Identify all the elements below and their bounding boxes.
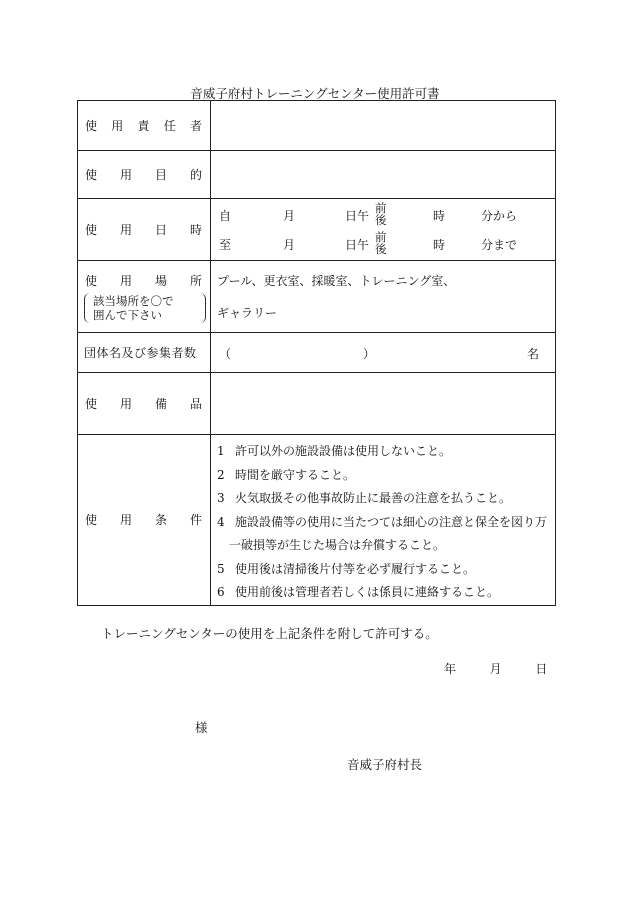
- datetime-label: [78, 199, 211, 261]
- place-note-line-2: 囲んで下さい: [93, 308, 162, 322]
- manager-label: [78, 101, 211, 151]
- label-char: 用: [119, 274, 132, 288]
- equipment-row: [78, 373, 556, 435]
- label-char: 任: [163, 119, 176, 133]
- month-label: 月: [283, 238, 296, 252]
- label-char: 件: [189, 513, 202, 528]
- condition-item: [217, 440, 551, 464]
- condition-text: 使用後は清掃後片付等を必ず履行すること。: [235, 561, 476, 576]
- conditions-list: [211, 435, 555, 605]
- permission-statement: トレーニングセンターの使用を上記条件を附して許可する。: [101, 626, 438, 641]
- conditions-label: [78, 435, 211, 606]
- label-char: 場: [154, 274, 167, 288]
- month-label: 月: [283, 209, 296, 223]
- group-open-paren: （: [219, 347, 232, 361]
- equipment-label: [78, 373, 211, 435]
- condition-item: [217, 464, 551, 488]
- datetime-from-line: [211, 202, 555, 226]
- place-instruction: [84, 293, 206, 323]
- to-suffix: 分まで: [481, 238, 518, 252]
- issuer-name: 音威子府村長: [347, 757, 423, 772]
- manager-field[interactable]: [211, 101, 556, 151]
- label-char: 用: [119, 397, 132, 411]
- conditions-list-cell: [211, 435, 556, 606]
- condition-number: 3: [217, 491, 225, 505]
- day-label: 日: [345, 238, 358, 252]
- ampm-choice: 前 後: [375, 230, 387, 256]
- condition-text: 時間を厳守すること。: [235, 467, 356, 482]
- condition-item: [217, 487, 551, 511]
- condition-text: 許可以外の施設設備は使用しないこと。: [235, 444, 452, 458]
- label-char: 用: [119, 513, 132, 528]
- label-char: 使: [85, 119, 98, 133]
- from-suffix: 分から: [481, 209, 518, 223]
- purpose-field[interactable]: [211, 151, 556, 199]
- label-char: 備: [154, 397, 167, 411]
- label-char: 使: [85, 397, 98, 411]
- condition-item: [217, 581, 551, 605]
- from-label: 自: [219, 209, 232, 223]
- label-char: 使: [85, 168, 98, 182]
- condition-text: 一破損等が生じた場合は弁償すること。: [229, 538, 446, 552]
- label-char: 者: [189, 119, 202, 133]
- manager-row: [78, 101, 556, 151]
- condition-number: 2: [217, 467, 225, 482]
- year-label: 年: [444, 662, 457, 676]
- label-char: 日: [154, 223, 167, 237]
- day-label: 日: [345, 209, 358, 223]
- place-options[interactable]: [211, 261, 556, 333]
- group-unit: 名: [527, 347, 540, 361]
- datetime-to-line: [211, 231, 555, 255]
- place-options-line-2[interactable]: ギャラリー: [217, 305, 278, 320]
- label-char: 用: [119, 168, 132, 182]
- group-label: [78, 333, 211, 373]
- label-char: 条: [154, 513, 167, 528]
- condition-text: 施設設備等の使用に当たつては細心の注意と保全を図り万: [235, 514, 548, 529]
- ampm-choice: 前 後: [375, 201, 387, 227]
- hour-label: 時: [433, 238, 446, 252]
- datetime-row: [78, 199, 556, 261]
- group-label-text: 団体名及び参集者数: [84, 346, 197, 360]
- condition-text: 火気取扱その他事故防止に最善の注意を払うこと。: [235, 491, 512, 505]
- group-close-paren: ）: [363, 347, 376, 361]
- label-char: 所: [189, 274, 202, 288]
- place-note-line-1: 該当場所を〇で: [93, 294, 174, 308]
- condition-item-continued: [217, 534, 551, 558]
- day-label: 日: [535, 662, 548, 676]
- label-char: 的: [189, 168, 202, 182]
- label-char: 品: [189, 397, 202, 411]
- ampm-label: 午: [357, 238, 370, 252]
- purpose-row: [78, 151, 556, 199]
- group-row: [78, 333, 556, 373]
- condition-number: 1: [217, 444, 225, 458]
- condition-item: [217, 511, 551, 535]
- hour-label: 時: [433, 209, 446, 223]
- ampm-label: 午: [357, 209, 370, 223]
- permit-form-table: [77, 100, 556, 606]
- label-char: 用: [111, 119, 124, 133]
- purpose-label: [78, 151, 211, 199]
- datetime-field[interactable]: [211, 199, 556, 261]
- label-char: 時: [189, 223, 202, 237]
- group-field[interactable]: [211, 333, 556, 373]
- condition-number: 5: [217, 561, 225, 576]
- to-label: 至: [219, 238, 232, 252]
- addressee-suffix: 様: [195, 720, 208, 735]
- conditions-row: [78, 435, 556, 606]
- label-char: 使: [85, 223, 98, 237]
- place-label: [78, 261, 211, 333]
- issue-date[interactable]: [444, 660, 547, 677]
- document-title: 音威子府村トレーニングセンター使用許可書: [190, 86, 440, 101]
- equipment-field[interactable]: [211, 373, 556, 435]
- place-options-line-1[interactable]: プール、更衣室、採暖室、トレーニング室、: [217, 273, 456, 288]
- label-char: 責: [137, 119, 150, 133]
- label-char: 用: [119, 223, 132, 237]
- condition-number: 4: [217, 514, 225, 529]
- condition-text: 使用前後は管理者若しくは係員に連絡すること。: [235, 585, 500, 599]
- label-char: 目: [154, 168, 167, 182]
- month-label: 月: [489, 662, 502, 676]
- label-char: 使: [85, 274, 98, 288]
- label-char: 使: [85, 513, 98, 528]
- condition-item: [217, 558, 551, 582]
- condition-number: 6: [217, 585, 225, 599]
- place-row: [78, 261, 556, 333]
